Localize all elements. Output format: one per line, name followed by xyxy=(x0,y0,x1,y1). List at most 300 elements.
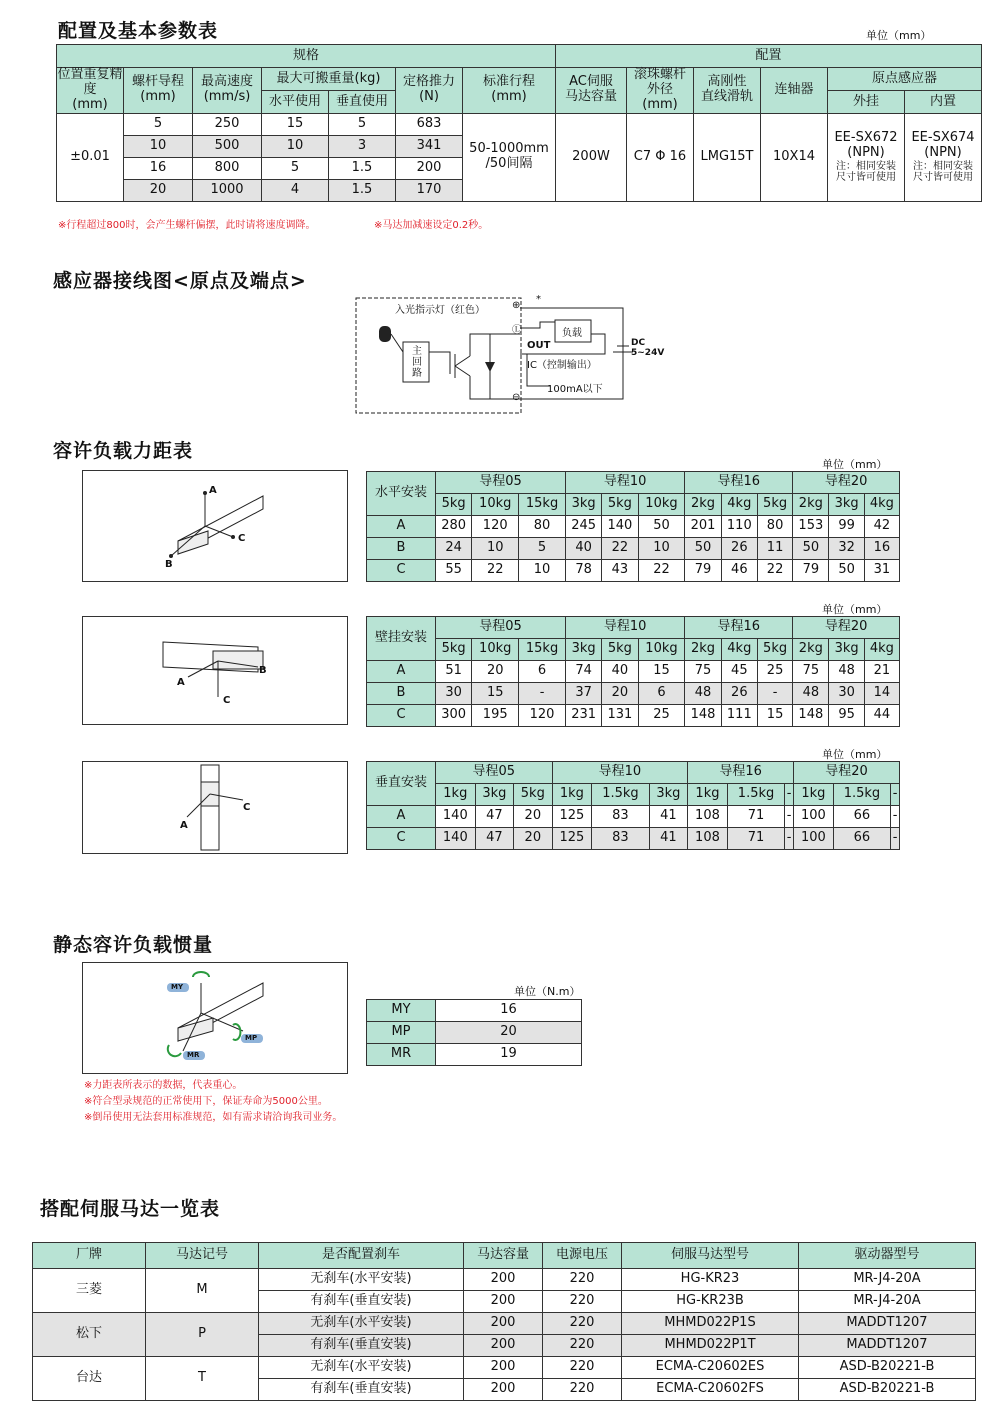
servo-cell: 200 xyxy=(464,1335,543,1357)
servo-table xyxy=(32,1242,976,1401)
moment-value-cell: 21 xyxy=(864,661,899,683)
moment-title: 容许负载力距表 xyxy=(53,440,194,462)
moment-value-cell: 42 xyxy=(864,516,899,538)
rail-cell: LMG15T xyxy=(694,113,761,201)
vertical-svg xyxy=(83,762,347,853)
moment-value-cell: 40 xyxy=(602,661,638,683)
weight-header: 5kg xyxy=(436,639,472,661)
moment-value-cell: 22 xyxy=(602,538,638,560)
current-label: 100mA以下 xyxy=(547,384,603,395)
weight-header: 5kg xyxy=(436,494,472,516)
moment-value-cell: 6 xyxy=(519,661,566,683)
lead-group: 导程05 xyxy=(436,762,553,784)
moment-value-cell: 140 xyxy=(436,828,476,850)
moment-value-cell: 6 xyxy=(638,683,685,705)
moment-unit-3: 单位（mm） xyxy=(822,748,888,761)
spec-cell: 800 xyxy=(193,157,262,179)
stroke-cell: 50-1000mm /50间隔 xyxy=(463,113,556,201)
weight-header: 1kg xyxy=(436,784,476,806)
servo-cell: MADDT1207 xyxy=(799,1335,976,1357)
weight-header: 4kg xyxy=(864,494,899,516)
inertia-name: MY xyxy=(367,1000,436,1022)
servo-header: 马达记号 xyxy=(146,1243,259,1269)
moment-value-cell: - xyxy=(519,683,566,705)
moment-axis-cell: B xyxy=(367,683,436,705)
servo-cell: MHMD022P1T xyxy=(622,1335,799,1357)
moment-unit-1: 单位（mm） xyxy=(822,458,888,471)
brand-cell: 台达 xyxy=(33,1357,146,1401)
moment-value-cell: 79 xyxy=(685,560,721,582)
moment-value-cell: 110 xyxy=(721,516,757,538)
moment-value-cell: 43 xyxy=(602,560,638,582)
weight-header: - xyxy=(891,784,900,806)
servo-cell: HG-KR23B xyxy=(622,1291,799,1313)
moment-value-cell: 195 xyxy=(472,705,519,727)
vertical-mount-diagram xyxy=(82,761,348,854)
coupling-cell: 10X14 xyxy=(761,113,828,201)
moment-value-cell: 51 xyxy=(436,661,472,683)
moment-value-cell: - xyxy=(891,828,900,850)
moment-value-cell: 15 xyxy=(757,705,792,727)
inertia-unit: 单位（N.m） xyxy=(514,985,581,998)
moment-value-cell: 47 xyxy=(475,828,513,850)
moment-unit-2: 单位（mm） xyxy=(822,603,888,616)
moment-value-cell: 41 xyxy=(649,806,687,828)
axis-c-label: C xyxy=(243,802,251,813)
lead-group: 导程20 xyxy=(793,472,900,494)
ic-label: IC（控制输出） xyxy=(527,360,597,371)
weight-header: 10kg xyxy=(472,639,519,661)
spec-cell: 5 xyxy=(329,113,396,135)
weight-header: 10kg xyxy=(638,494,685,516)
servo-cell: ECMA-C20602FS xyxy=(622,1379,799,1401)
moment-value-cell: 131 xyxy=(602,705,638,727)
moment-value-cell: 46 xyxy=(721,560,757,582)
moment-value-cell: 48 xyxy=(685,683,721,705)
spec-cell: 1.5 xyxy=(329,179,396,201)
moment-value-cell: 50 xyxy=(685,538,721,560)
servo-header: 驱动器型号 xyxy=(799,1243,976,1269)
moment-value-cell: 20 xyxy=(602,683,638,705)
moment-value-cell: - xyxy=(785,828,794,850)
ext-model: EE-SX672 (NPN) xyxy=(834,129,898,160)
weight-header: 2kg xyxy=(685,494,721,516)
spec-cell: 200 xyxy=(396,157,463,179)
h-stroke: 标准行程 (mm) xyxy=(463,68,556,114)
transistor-icon xyxy=(455,354,470,378)
spec-cell: 16 xyxy=(124,157,193,179)
h-load: 最大可搬重量(kg) xyxy=(262,68,396,91)
moment-value-cell: 37 xyxy=(565,683,601,705)
servo-cell: 无刹车(水平安装) xyxy=(259,1269,464,1291)
spec-cell: 341 xyxy=(396,135,463,157)
moment-value-cell: 71 xyxy=(727,828,785,850)
weight-header: 5kg xyxy=(757,494,792,516)
spec-unit: 单位（mm） xyxy=(866,29,932,42)
moment-value-cell: 45 xyxy=(721,661,757,683)
moment-value-cell: 66 xyxy=(833,806,891,828)
moment-value-cell: 40 xyxy=(565,538,601,560)
int-sensor-cell xyxy=(905,113,982,201)
weight-header: 3kg xyxy=(649,784,687,806)
mr-tag: MR xyxy=(187,1051,200,1059)
weight-header: 4kg xyxy=(721,494,757,516)
moment-value-cell: 10 xyxy=(519,560,566,582)
servo-header: 伺服马达型号 xyxy=(622,1243,799,1269)
axis-a-label: A xyxy=(177,677,185,688)
moment-value-cell: 26 xyxy=(721,683,757,705)
servo-cell: MADDT1207 xyxy=(799,1313,976,1335)
servo-cell: 200 xyxy=(464,1291,543,1313)
lead-group: 导程16 xyxy=(685,472,793,494)
ext-note: 注：相同安装 尺寸皆可使用 xyxy=(836,160,896,184)
inertia-value: 16 xyxy=(436,1000,582,1022)
weight-header: 5kg xyxy=(602,494,638,516)
diode-icon xyxy=(485,362,495,372)
spec-cell: 4 xyxy=(262,179,329,201)
moment-value-cell: 10 xyxy=(638,538,685,560)
servo-cell: MR-J4-20A xyxy=(799,1269,976,1291)
rotate-arrow-icon xyxy=(233,1024,240,1040)
load-label: 负载 xyxy=(562,328,582,339)
moment-value-cell: 55 xyxy=(436,560,472,582)
spec-note-1: ※行程超过800时，会产生螺杆偏摆，此时请将速度调降。 xyxy=(58,220,316,231)
spec-cell: 500 xyxy=(193,135,262,157)
moment-value-cell: 75 xyxy=(685,661,721,683)
h-rail: 高刚性 直线滑轨 xyxy=(694,68,761,114)
weight-header: - xyxy=(785,784,794,806)
spec-cell: 10 xyxy=(262,135,329,157)
moment-value-cell: 74 xyxy=(565,661,601,683)
servo-cell: 200 xyxy=(464,1313,543,1335)
inertia-value: 19 xyxy=(436,1044,582,1066)
moment-value-cell: 120 xyxy=(519,705,566,727)
moment-value-cell: 148 xyxy=(793,705,829,727)
spec-title: 配置及基本参数表 xyxy=(58,20,219,42)
moment-value-cell: 31 xyxy=(864,560,899,582)
moment-value-cell: 300 xyxy=(436,705,472,727)
lead-group: 导程10 xyxy=(565,617,684,639)
moment-table-vertical xyxy=(366,761,900,850)
int-model: EE-SX674 (NPN) xyxy=(911,129,975,160)
plus-terminal-icon: ⊕ xyxy=(512,300,521,311)
brand-cell: 三菱 xyxy=(33,1269,146,1313)
moment-value-cell: 99 xyxy=(829,516,864,538)
h-speed: 最高速度 (mm/s) xyxy=(193,68,262,114)
lead-group: 导程16 xyxy=(688,762,794,784)
moment-axis-cell: A xyxy=(367,806,436,828)
h-lead: 螺杆导程 (mm) xyxy=(124,68,193,114)
moment-value-cell: 47 xyxy=(475,806,513,828)
moment-value-cell: 26 xyxy=(721,538,757,560)
servo-cell: 220 xyxy=(543,1313,622,1335)
weight-header: 1.5kg xyxy=(833,784,891,806)
weight-header: 15kg xyxy=(519,639,566,661)
inertia-note-1: ※力距表所表示的数据，代表重心。 xyxy=(84,1080,243,1091)
weight-header: 2kg xyxy=(685,639,721,661)
servo-cell: MR-J4-20A xyxy=(799,1291,976,1313)
moment-value-cell: - xyxy=(891,806,900,828)
h-motor: AC伺服 马达容量 xyxy=(556,68,627,114)
lead-group: 导程05 xyxy=(436,617,566,639)
weight-header: 4kg xyxy=(721,639,757,661)
weight-header: 2kg xyxy=(793,639,829,661)
moment-value-cell: 280 xyxy=(436,516,472,538)
weight-header: 10kg xyxy=(638,639,685,661)
weight-header: 1kg xyxy=(794,784,834,806)
moment-value-cell: 80 xyxy=(519,516,566,538)
servo-cell: ASD-B20221-B xyxy=(799,1357,976,1379)
inertia-value: 20 xyxy=(436,1022,582,1044)
moment-value-cell: 30 xyxy=(829,683,864,705)
moment-value-cell: 15 xyxy=(638,661,685,683)
weight-header: 1.5kg xyxy=(727,784,785,806)
screw-cell: C7 Φ 16 xyxy=(627,113,694,201)
lead-group: 导程16 xyxy=(685,617,793,639)
moment-value-cell: 50 xyxy=(638,516,685,538)
out-label: OUT xyxy=(527,340,551,351)
spec-note-2: ※马达加减速设定0.2秒。 xyxy=(374,220,489,231)
inertia-note-3: ※倒吊使用无法套用标准规范，如有需求请洽询我司业务。 xyxy=(84,1112,343,1123)
weight-header: 1kg xyxy=(552,784,592,806)
weight-header: 3kg xyxy=(565,639,601,661)
group-spec: 规格 xyxy=(57,45,556,68)
moment-value-cell: 20 xyxy=(514,806,552,828)
moment-value-cell: 32 xyxy=(829,538,864,560)
axis-a-label: A xyxy=(209,485,217,496)
mount-label: 水平安装 xyxy=(367,472,436,516)
main-label: 主 回 路 xyxy=(412,346,422,379)
spec-cell: 170 xyxy=(396,179,463,201)
h-external: 外挂 xyxy=(828,91,905,113)
moment-value-cell: 30 xyxy=(436,683,472,705)
star-mark: * xyxy=(536,294,541,305)
moment-value-cell: 120 xyxy=(472,516,519,538)
weight-header: 5kg xyxy=(514,784,552,806)
inertia-name: MR xyxy=(367,1044,436,1066)
moment-value-cell: 100 xyxy=(794,806,834,828)
code-cell: P xyxy=(146,1313,259,1357)
h-precision: 位置重复精度 (mm) xyxy=(57,67,123,112)
moment-value-cell: 11 xyxy=(757,538,792,560)
moment-value-cell: 108 xyxy=(688,828,728,850)
moment-value-cell: 83 xyxy=(592,806,650,828)
servo-header: 电源电压 xyxy=(543,1243,622,1269)
wall-svg xyxy=(83,617,347,724)
wiring-title: 感应器接线图<原点及端点> xyxy=(53,270,307,292)
servo-cell: 有刹车(垂直安装) xyxy=(259,1291,464,1313)
servo-cell: 220 xyxy=(543,1379,622,1401)
moment-value-cell: 95 xyxy=(829,705,864,727)
moment-table-horizontal xyxy=(366,471,900,582)
moment-value-cell: 125 xyxy=(552,806,592,828)
moment-value-cell: 41 xyxy=(649,828,687,850)
spec-cell: 250 xyxy=(193,113,262,135)
moment-value-cell: 111 xyxy=(721,705,757,727)
moment-value-cell: 10 xyxy=(472,538,519,560)
spec-cell: 1000 xyxy=(193,179,262,201)
weight-header: 3kg xyxy=(565,494,601,516)
led-icon xyxy=(379,326,391,342)
inertia-svg xyxy=(83,963,347,1073)
spec-cell: 3 xyxy=(329,135,396,157)
servo-cell: 无刹车(水平安装) xyxy=(259,1313,464,1335)
my-tag: MY xyxy=(171,983,184,991)
moment-value-cell: 22 xyxy=(472,560,519,582)
servo-header: 是否配置刹车 xyxy=(259,1243,464,1269)
spec-cell: 10 xyxy=(124,135,193,157)
moment-axis-cell: B xyxy=(367,538,436,560)
dc-label: DC 5~24V xyxy=(631,338,665,358)
moment-value-cell: 75 xyxy=(793,661,829,683)
lead-group: 导程20 xyxy=(794,762,900,784)
lamp-label: 入光指示灯（红色） xyxy=(395,305,485,316)
servo-cell: 220 xyxy=(543,1335,622,1357)
spec-cell: 15 xyxy=(262,113,329,135)
inertia-title: 静态容许负载惯量 xyxy=(53,934,214,956)
moment-value-cell: 48 xyxy=(829,661,864,683)
moment-value-cell: 50 xyxy=(829,560,864,582)
weight-header: 1kg xyxy=(688,784,728,806)
weight-header: 15kg xyxy=(519,494,566,516)
weight-header: 3kg xyxy=(829,639,864,661)
moment-value-cell: 79 xyxy=(793,560,829,582)
moment-value-cell: - xyxy=(757,683,792,705)
moment-value-cell: 25 xyxy=(638,705,685,727)
servo-header: 厂牌 xyxy=(33,1243,146,1269)
h-sensor: 原点感应器 xyxy=(828,68,982,91)
lead-group: 导程05 xyxy=(436,472,566,494)
ext-sensor-cell xyxy=(828,113,905,201)
precision-cell: ±0.01 xyxy=(57,113,124,201)
int-note: 注：相同安装 尺寸皆可使用 xyxy=(913,160,973,184)
moment-axis-cell: C xyxy=(367,705,436,727)
h-horizontal: 水平使用 xyxy=(262,91,329,113)
moment-value-cell: 50 xyxy=(793,538,829,560)
servo-title: 搭配伺服马达一览表 xyxy=(40,1198,221,1220)
inertia-note-2: ※符合型录规范的正常使用下，保证寿命为5000公里。 xyxy=(84,1096,328,1107)
servo-cell: 200 xyxy=(464,1357,543,1379)
h-screw: 滚珠螺杆 外径 (mm) xyxy=(627,68,694,114)
rotate-arrow-icon xyxy=(168,1045,181,1056)
moment-axis-cell: C xyxy=(367,828,436,850)
spec-cell: 20 xyxy=(124,179,193,201)
motor-cell: 200W xyxy=(556,113,627,201)
wiring-diagram xyxy=(355,294,665,418)
axis-b-label: B xyxy=(165,559,173,570)
axis-c-label: C xyxy=(223,695,231,706)
inertia-table xyxy=(366,999,582,1066)
moment-value-cell: 140 xyxy=(436,806,476,828)
inertia-name: MP xyxy=(367,1022,436,1044)
moment-value-cell: 24 xyxy=(436,538,472,560)
code-cell: T xyxy=(146,1357,259,1401)
lead-group: 导程10 xyxy=(565,472,684,494)
weight-header: 4kg xyxy=(864,639,899,661)
axis-b-label: B xyxy=(259,665,267,676)
moment-axis-cell: C xyxy=(367,560,436,582)
axis-a-label: A xyxy=(180,820,188,831)
weight-header: 5kg xyxy=(602,639,638,661)
moment-value-cell: 140 xyxy=(602,516,638,538)
weight-header: 3kg xyxy=(475,784,513,806)
moment-value-cell: 78 xyxy=(565,560,601,582)
moment-value-cell: 201 xyxy=(685,516,721,538)
moment-axis-cell: A xyxy=(367,516,436,538)
moment-axis-cell: A xyxy=(367,661,436,683)
axis-c-label: C xyxy=(238,533,246,544)
moment-value-cell: 66 xyxy=(833,828,891,850)
mount-label: 垂直安装 xyxy=(367,762,436,806)
weight-header: 10kg xyxy=(472,494,519,516)
moment-value-cell: 231 xyxy=(565,705,601,727)
group-config: 配置 xyxy=(556,45,982,68)
moment-value-cell: 14 xyxy=(864,683,899,705)
servo-cell: 200 xyxy=(464,1269,543,1291)
spec-cell: 1.5 xyxy=(329,157,396,179)
moment-value-cell: 20 xyxy=(472,661,519,683)
servo-cell: ECMA-C20602ES xyxy=(622,1357,799,1379)
brand-cell: 松下 xyxy=(33,1313,146,1357)
weight-header: 3kg xyxy=(829,494,864,516)
mount-label: 壁挂安装 xyxy=(367,617,436,661)
servo-cell: 220 xyxy=(543,1269,622,1291)
spec-cell: 5 xyxy=(262,157,329,179)
mp-tag: MP xyxy=(245,1034,258,1042)
lead-group: 导程10 xyxy=(552,762,688,784)
moment-value-cell: 100 xyxy=(794,828,834,850)
moment-value-cell: 20 xyxy=(514,828,552,850)
servo-cell: 有刹车(垂直安装) xyxy=(259,1335,464,1357)
moment-value-cell: 16 xyxy=(864,538,899,560)
moment-value-cell: 15 xyxy=(472,683,519,705)
servo-cell: 有刹车(垂直安装) xyxy=(259,1379,464,1401)
rotate-arrow-icon xyxy=(193,972,209,977)
minus-terminal-icon: ⊖ xyxy=(512,392,521,403)
servo-cell: 220 xyxy=(543,1291,622,1313)
servo-cell: 无刹车(水平安装) xyxy=(259,1357,464,1379)
moment-value-cell: 80 xyxy=(757,516,792,538)
spec-cell: 683 xyxy=(396,113,463,135)
horizontal-mount-diagram xyxy=(82,470,348,582)
h-coupling: 连轴器 xyxy=(761,68,828,114)
moment-value-cell: 22 xyxy=(757,560,792,582)
servo-cell: 200 xyxy=(464,1379,543,1401)
inertia-diagram xyxy=(82,962,348,1074)
moment-value-cell: 48 xyxy=(793,683,829,705)
weight-header: 2kg xyxy=(793,494,829,516)
moment-value-cell: 148 xyxy=(685,705,721,727)
h-vertical: 垂直使用 xyxy=(329,91,396,113)
moment-value-cell: 25 xyxy=(757,661,792,683)
servo-header: 马达容量 xyxy=(464,1243,543,1269)
servo-cell: HG-KR23 xyxy=(622,1269,799,1291)
weight-header: 1.5kg xyxy=(592,784,650,806)
moment-value-cell: 71 xyxy=(727,806,785,828)
moment-table-wall xyxy=(366,616,900,727)
moment-value-cell: 22 xyxy=(638,560,685,582)
moment-value-cell: 245 xyxy=(565,516,601,538)
moment-value-cell: 5 xyxy=(519,538,566,560)
weight-header: 5kg xyxy=(757,639,792,661)
moment-value-cell: 125 xyxy=(552,828,592,850)
servo-cell: 220 xyxy=(543,1357,622,1379)
code-cell: M xyxy=(146,1269,259,1313)
moment-value-cell: - xyxy=(785,806,794,828)
moment-value-cell: 153 xyxy=(793,516,829,538)
wall-mount-diagram xyxy=(82,616,348,725)
servo-cell: MHMD022P1S xyxy=(622,1313,799,1335)
